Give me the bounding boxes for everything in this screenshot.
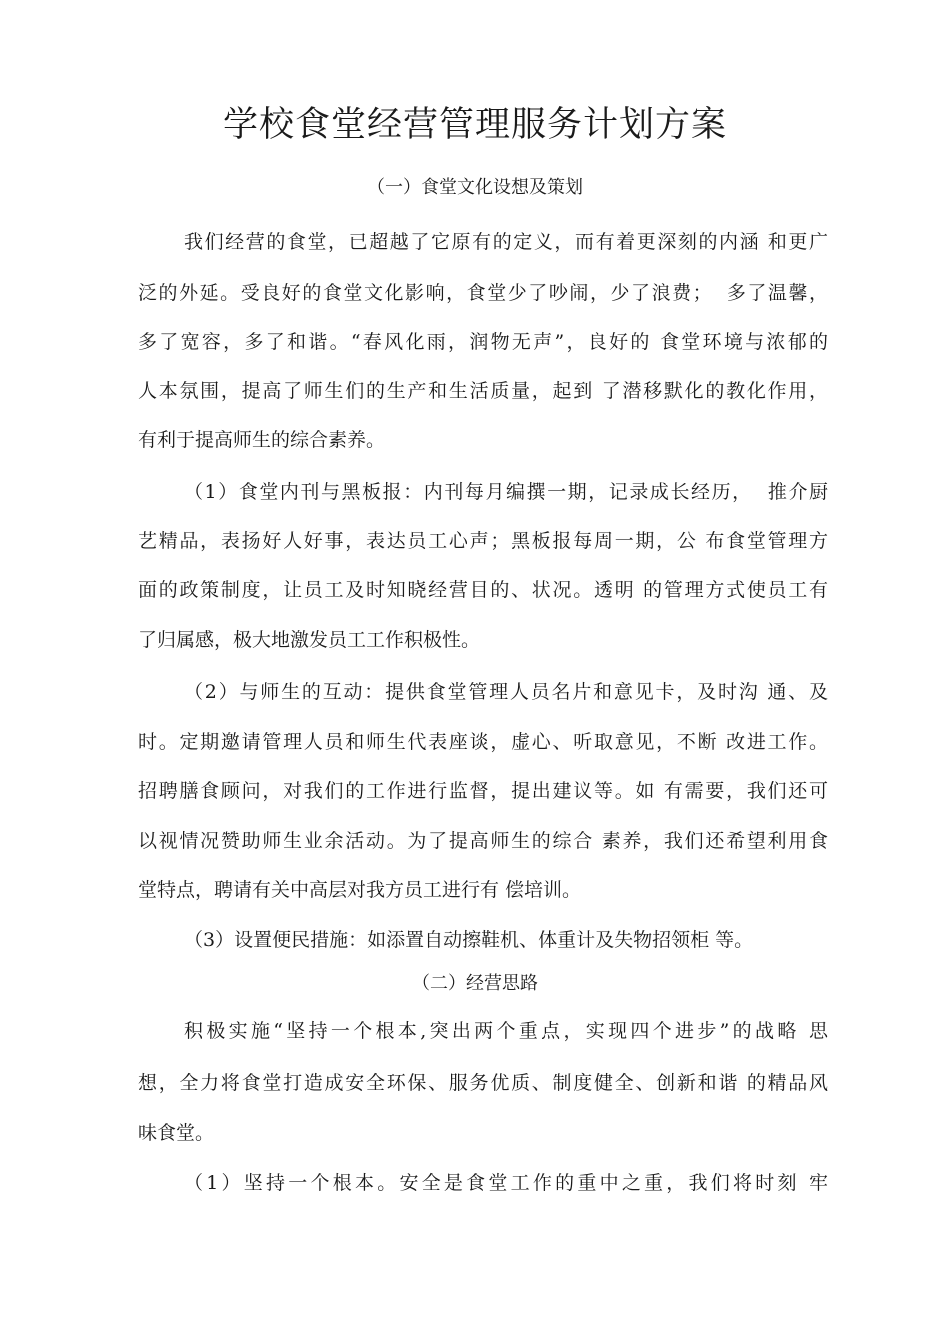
section-heading-1: （一）食堂文化设想及策划 — [367, 177, 583, 198]
paragraph-line: 堂特点，聘请有关中高层对我方员工进行有 偿培训。 — [138, 879, 582, 901]
document-title: 学校食堂经营管理服务计划方案 — [222, 105, 727, 145]
paragraph-line: 时。定期邀请管理人员和师生代表座谈，虚心、听取意见，不断 改进工作。 — [138, 731, 828, 753]
paragraph-line: （3）设置便民措施：如添置自动擦鞋机、体重计及失物招领柜 等。 — [184, 929, 754, 951]
paragraph-line: 我们经营的食堂，已超越了它原有的定义，而有着更深刻的内涵 和更广 — [184, 231, 828, 253]
paragraph-line: 面的政策制度，让员工及时知晓经营目的、状况。透明 的管理方式使员工有 — [138, 579, 828, 601]
paragraph-line: 以视情况赞助师生业余活动。为了提高师生的综合 素养，我们还希望利用食 — [138, 830, 828, 852]
paragraph-line: 了归属感，极大地激发员工工作积极性。 — [138, 629, 481, 651]
paragraph-line: 味食堂。 — [138, 1122, 215, 1144]
paragraph-line: （1）坚持一个根本。安全是食堂工作的重中之重，我们将时刻 牢 — [184, 1172, 828, 1194]
paragraph-line: 想，全力将食堂打造成安全环保、服务优质、制度健全、创新和谐 的精品风 — [138, 1072, 828, 1094]
section-heading-2: （二）经营思路 — [412, 973, 538, 994]
paragraph-line: 泛的外延。受良好的食堂文化影响，食堂少了吵闹，少了浪费； 多了温馨， — [138, 282, 828, 304]
paragraph-line: 人本氛围，提高了师生们的生产和生活质量，起到 了潜移默化的教化作用， — [138, 380, 828, 402]
paragraph-line: （2）与师生的互动：提供食堂管理人员名片和意见卡，及时沟 通、及 — [184, 681, 828, 703]
paragraph-line: 多了宽容，多了和谐。“春风化雨，润物无声”，良好的 食堂环境与浓郁的 — [138, 331, 828, 353]
paragraph-line: 招聘膳食顾问，对我们的工作进行监督，提出建议等。如 有需要，我们还可 — [138, 780, 828, 802]
paragraph-line: 积极实施“坚持一个根本,突出两个重点，实现四个进步”的战略 思 — [184, 1020, 828, 1042]
paragraph-line: （1）食堂内刊与黑板报：内刊每月编撰一期，记录成长经历， 推介厨 — [184, 481, 828, 503]
paragraph-line: 有利于提高师生的综合素养。 — [138, 429, 386, 451]
paragraph-line: 艺精品，表扬好人好事，表达员工心声；黑板报每周一期，公 布食堂管理方 — [138, 530, 828, 552]
